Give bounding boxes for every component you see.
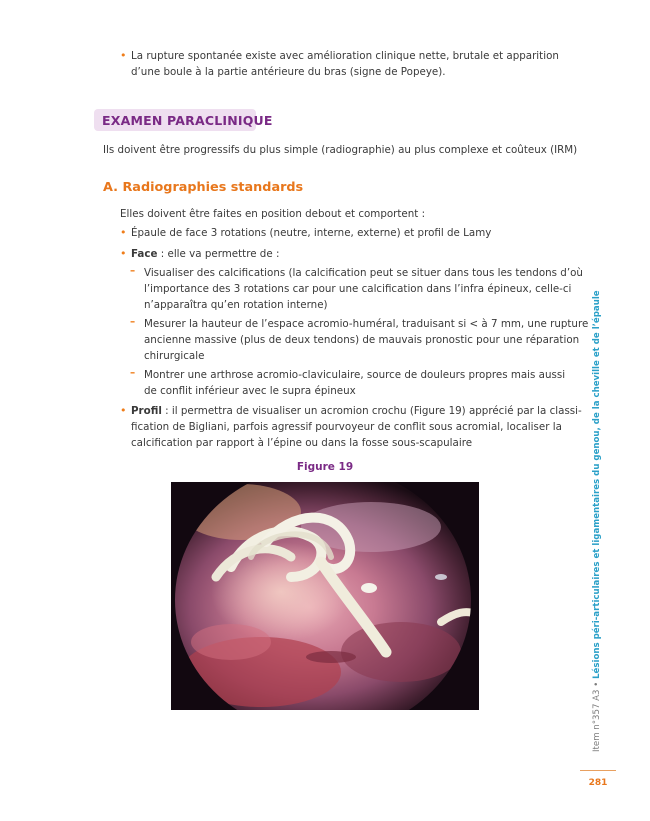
popeye-text-line-2: d’une boule à la partie antérieure du bras (signe de Popeye). (131, 66, 446, 78)
bullet-dot: • (120, 404, 127, 417)
bullet-epaule: Épaule de face 3 rotations (neutre, interne, externe) et profil de Lamy (131, 227, 492, 239)
dash-2-line-3: chirurgicale (144, 350, 205, 362)
profil-label: Profil (131, 405, 162, 417)
dash-2-line-2: ancienne massive (plus de deux tendons) de mauvais pronostic pour une réparation (144, 334, 580, 346)
dash-marker: – (130, 316, 136, 328)
dash-marker: – (130, 265, 136, 277)
arthroscopy-photo (171, 482, 479, 710)
figure-caption: Figure 19 (296, 461, 354, 473)
dash-1-line-3: n’apparaîtra qu’en rotation interne) (144, 299, 328, 311)
face-text: : elle va permettre de : (157, 248, 280, 260)
face-label: Face (131, 248, 158, 260)
page-number: 281 (588, 778, 608, 788)
bullet-dot: • (120, 49, 127, 62)
side-topic: Lésions péri-articulaires et ligamentaires du genou, de la cheville et de l’épaule (592, 290, 602, 679)
dash-1-line-2: l’importance des 3 rotations car pour une calcification dans l’infra épineux, celle-ci (144, 283, 572, 295)
bullet-face (131, 248, 279, 260)
arthroscopy-image (171, 482, 479, 710)
section-title: EXAMEN PARACLINIQUE (102, 113, 273, 128)
bullet-profil-line-3: calcification par rapport à l’épine ou dans la fosse sous-scapulaire (131, 437, 473, 449)
section-intro: Ils doivent être progressifs du plus simple (radiographie) au plus complexe et coûteux (IRM) (103, 144, 578, 156)
dash-2-line-1: Mesurer la hauteur de l’espace acromio-huméral, traduisant si < à 7 mm, une rupture (144, 318, 589, 330)
side-separator: • (592, 678, 602, 690)
bullet-profil-line-1 (131, 405, 582, 417)
dash-marker: – (130, 367, 136, 379)
subsection-title: A. Radiographies standards (103, 180, 304, 195)
dash-1-line-1: Visualiser des calcifications (la calcification peut se situer dans tous les tendons d’où (144, 267, 583, 279)
bullet-profil-line-2: fication de Bigliani, parfois agressif pourvoyeur de conflit sous acromial, localiser la (131, 421, 562, 433)
dash-3-line-2: de conflit inférieur avec le supra épineux (144, 385, 356, 397)
popeye-text-line-1: La rupture spontanée existe avec amélioration clinique nette, brutale et apparition (131, 50, 559, 62)
dash-3-line-1: Montrer une arthrose acromio-claviculaire, source de douleurs propres mais aussi (144, 369, 566, 381)
page-number-rule (580, 770, 616, 771)
bullet-dot: • (120, 247, 127, 260)
side-running-header (592, 290, 602, 752)
profil-text: : il permettra de visualiser un acromion crochu (Figure 19) apprécié par la classi- (161, 405, 582, 417)
bullet-dot: • (120, 226, 127, 239)
side-item: Item n°357 A3 (592, 689, 602, 752)
subsection-intro: Elles doivent être faites en position debout et comportent : (120, 208, 426, 220)
